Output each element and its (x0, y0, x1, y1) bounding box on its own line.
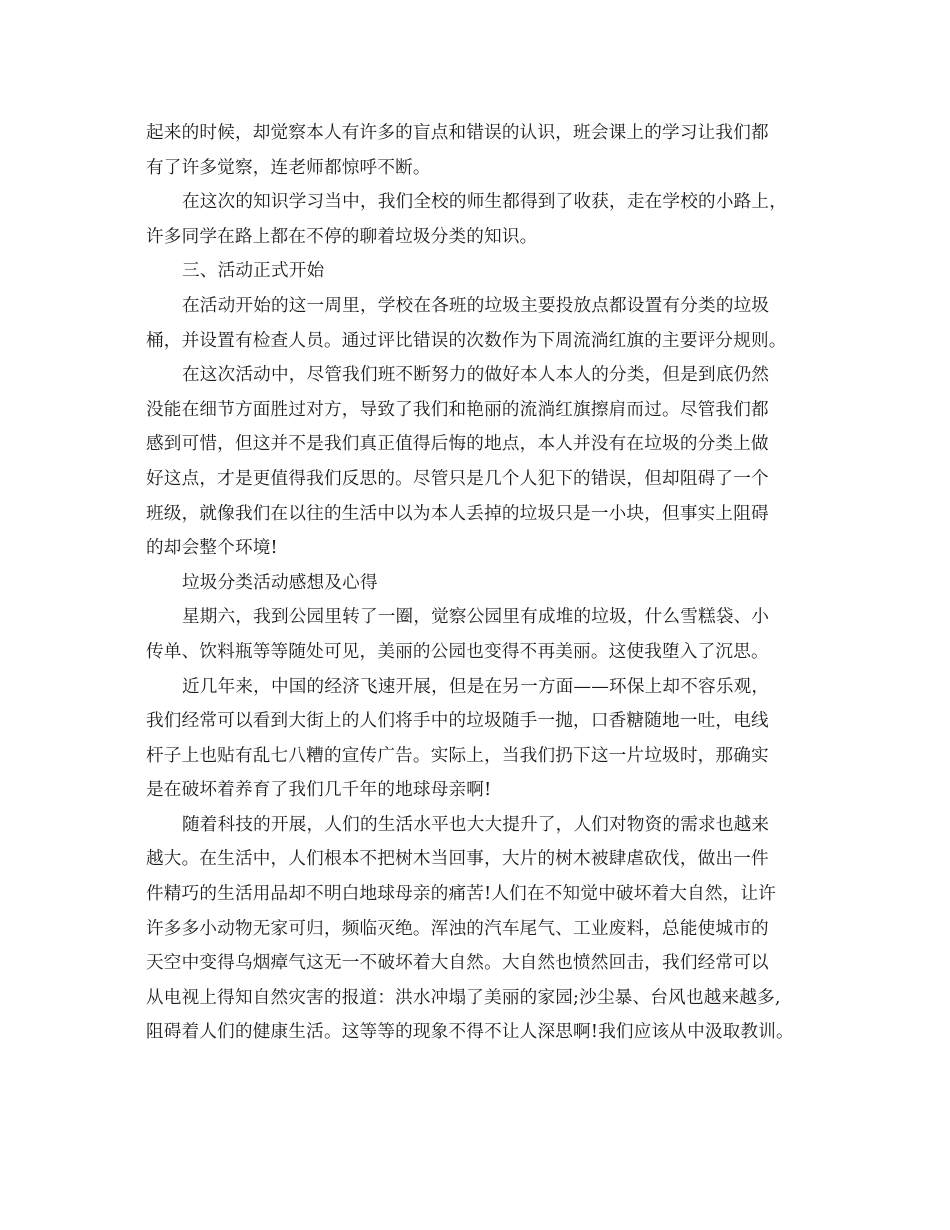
text-line: 班级，就像我们在以往的生活中以为本人丢掉的垃圾只是一小块，但事实上阻碍 (146, 503, 769, 524)
text-line: 感到可惜，但这并不是我们真正值得后悔的地点，本人并没有在垃圾的分类上做 (146, 434, 769, 455)
section-heading: 三、活动正式开始 (182, 261, 325, 282)
paragraph-first-line: 近几年来，中国的经济飞速开展，但是在另一方面——环保上却不容乐观， (182, 676, 770, 697)
text-line: 天空中变得乌烟瘴气这无一不破坏着大自然。大自然也愤然回击，我们经常可以 (146, 953, 769, 974)
paragraph-first-line: 在这次活动中，尽管我们班不断努力的做好本人本人的分类，但是到底仍然 (182, 365, 770, 386)
text-line: 的却会整个环境! (146, 538, 278, 559)
text-line: 传单、饮料瓶等等随处可见，美丽的公园也变得不再美丽。这使我堕入了沉思。 (146, 641, 769, 662)
document-body (146, 116, 836, 1050)
text-line: 有了许多觉察，连老师都惊呼不断。 (146, 157, 431, 178)
text-line: 杆子上也贴有乱七八糟的宣传广告。实际上，当我们扔下这一片垃圾时，那确实 (146, 745, 769, 766)
text-line: 阻碍着人们的健康生活。这等等的现象不得不让人深思啊!我们应该从中汲取教训。 (146, 1022, 794, 1043)
text-line: 起来的时候，却觉察本人有许多的盲点和错误的认识，班会课上的学习让我们都 (146, 123, 769, 143)
text-line: 从电视上得知自然灾害的报道：洪水冲塌了美丽的家园;沙尘暴、台风也越来越多, (146, 987, 781, 1008)
text-line: 好这点，才是更值得我们反思的。尽管只是几个人犯下的错误，但却阻碍了一个 (146, 468, 769, 489)
paragraph-first-line: 随着科技的开展，人们的生活水平也大大提升了，人们对物资的需求也越来 (182, 814, 770, 835)
paragraph-first-line: 在这次的知识学习当中，我们全校的师生都得到了收获，走在学校的小路上， (182, 192, 787, 213)
text-line: 许多同学在路上都在不停的聊着垃圾分类的知识。 (146, 226, 538, 247)
paragraph-first-line: 在活动开始的这一周里，学校在各班的垃圾主要投放点都设置有分类的垃圾 (182, 295, 770, 316)
text-line: 越大。在生活中，人们根本不把树木当回事，大片的树木被肆虐砍伐，做出一件 (146, 849, 769, 870)
section-heading: 垃圾分类活动感想及心得 (182, 572, 378, 593)
text-line: 许多多小动物无家可归，频临灭绝。浑浊的汽车尾气、工业废料，总能使城市的 (146, 918, 769, 939)
text-line: 我们经常可以看到大街上的人们将手中的垃圾随手一抛，口香糖随地一吐，电线 (146, 711, 769, 732)
paragraph-first-line: 星期六，我到公园里转了一圈，觉察公园里有成堆的垃圾，什么雪糕袋、小 (182, 607, 770, 628)
text-line: 是在破坏着养育了我们几千年的地球母亲啊! (146, 780, 492, 801)
text-line: 没能在细节方面胜过对方，导致了我们和艳丽的流淌红旗擦肩而过。尽管我们都 (146, 399, 769, 420)
text-line: 件精巧的生活用品却不明白地球母亲的痛苦!人们在不知觉中破坏着大自然，让许 (146, 884, 777, 905)
text-line: 桶，并设置有检查人员。通过评比错误的次数作为下周流淌红旗的主要评分规则。 (146, 330, 787, 351)
